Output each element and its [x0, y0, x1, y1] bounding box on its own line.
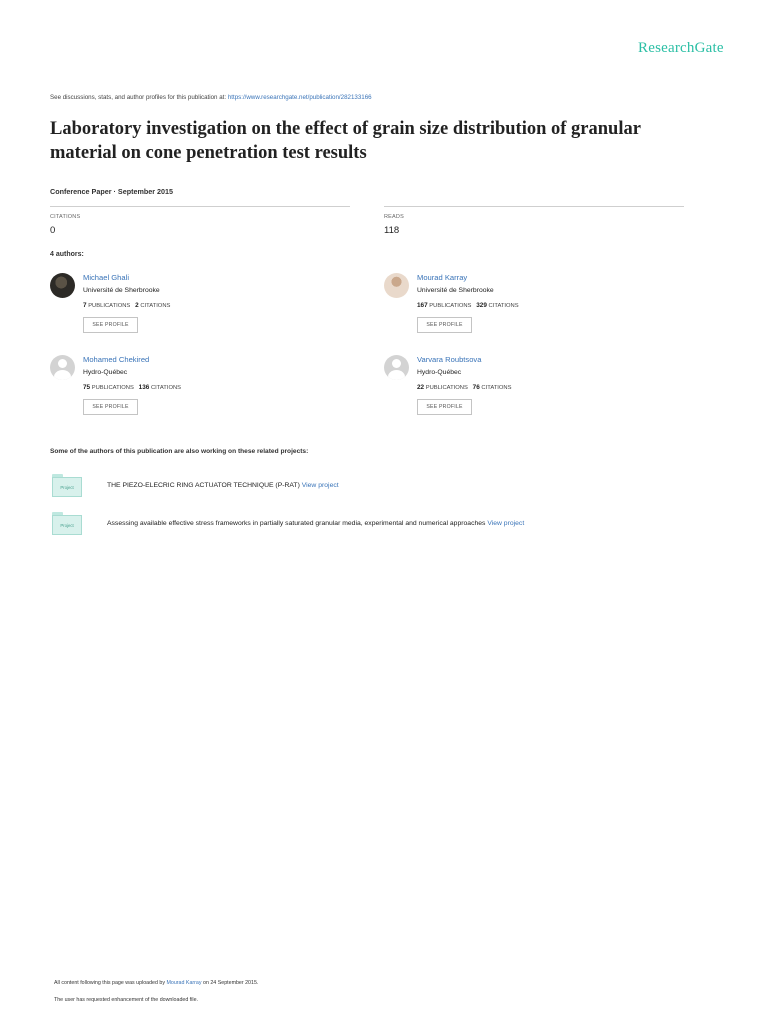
- see-profile-button[interactable]: SEE PROFILE: [83, 317, 138, 333]
- avatar-placeholder-icon[interactable]: [50, 355, 75, 380]
- authors-count: 4 authors:: [50, 251, 84, 258]
- publication-url-link[interactable]: https://www.researchgate.net/publication/282133166: [227, 94, 372, 101]
- publication-count: 22: [417, 384, 425, 391]
- see-profile-button[interactable]: SEE PROFILE: [83, 399, 138, 415]
- author-card: [50, 273, 330, 343]
- view-project-link[interactable]: View project: [301, 482, 339, 489]
- enhancement-note: The user has requested enhancement of the downloaded file.: [54, 997, 198, 1003]
- see-profile-button[interactable]: SEE PROFILE: [417, 317, 472, 333]
- author-institution: Hydro-Québec: [83, 369, 128, 376]
- publication-count: 167: [417, 302, 428, 309]
- paper-title-line-2: material on cone penetration test results: [50, 143, 367, 163]
- author-name-link[interactable]: Michael Ghali: [83, 273, 130, 282]
- author-stats: [417, 302, 519, 309]
- project-folder-icon[interactable]: [52, 474, 82, 498]
- author-card: [384, 355, 664, 425]
- project-folder-icon[interactable]: [52, 512, 82, 536]
- project-description: [107, 520, 524, 527]
- citations-label: CITATIONS: [50, 214, 81, 220]
- project-title: Assessing available effective stress frameworks in partially saturated granular media, experimental and numerical approaches: [107, 520, 488, 527]
- citations-divider: [50, 206, 350, 207]
- citation-count: 136: [138, 384, 150, 391]
- paper-meta: Conference Paper · September 2015: [50, 187, 174, 196]
- avatar-placeholder-icon[interactable]: [384, 355, 409, 380]
- author-name-link[interactable]: Varvara Roubtsova: [417, 355, 482, 364]
- publications-label: PUBLICATIONS: [425, 385, 468, 391]
- uploader-link[interactable]: Mourad Karray: [166, 980, 202, 986]
- citation-count: 76: [472, 384, 480, 391]
- project-title: THE PIEZO-ELECRIC RING ACTUATOR TECHNIQUE (P-RAT): [107, 482, 302, 489]
- author-name-link[interactable]: Mohamed Chekired: [83, 355, 150, 364]
- avatar[interactable]: [384, 273, 409, 298]
- reads-value: 118: [384, 225, 400, 236]
- citation-count: 2: [135, 302, 139, 309]
- reads-label: READS: [384, 214, 404, 220]
- project-item: [50, 474, 690, 500]
- publications-label: PUBLICATIONS: [429, 303, 472, 309]
- project-item: [50, 512, 690, 538]
- see-profile-button[interactable]: SEE PROFILE: [417, 399, 472, 415]
- citations-label: CITATIONS: [481, 385, 512, 391]
- view-project-link[interactable]: View project: [487, 520, 525, 527]
- avatar[interactable]: [50, 273, 75, 298]
- publication-count: 7: [83, 302, 87, 309]
- reads-divider: [384, 206, 684, 207]
- citations-value: 0: [50, 225, 56, 236]
- paper-title: [50, 117, 730, 165]
- upload-note: [54, 980, 258, 986]
- researchgate-logo[interactable]: ResearchGate: [638, 40, 724, 56]
- upload-suffix: on 24 September 2015.: [201, 980, 259, 986]
- project-description: [107, 482, 339, 489]
- project-icon-label: Project: [52, 515, 82, 535]
- citations-label: CITATIONS: [150, 385, 182, 391]
- upload-prefix: All content following this page was uploaded by: [54, 980, 167, 986]
- publications-label: PUBLICATIONS: [88, 303, 131, 309]
- discussions-prefix: See discussions, stats, and author profiles for this publication at:: [50, 94, 228, 101]
- author-institution: Université de Sherbrooke: [417, 287, 494, 294]
- citations-label: CITATIONS: [140, 303, 171, 309]
- author-card: [384, 273, 664, 343]
- related-projects-heading: Some of the authors of this publication are also working on these related projects:: [50, 448, 309, 455]
- citation-count: 329: [476, 302, 487, 309]
- discussions-note: [50, 94, 372, 101]
- author-card: [50, 355, 330, 425]
- author-institution: Université de Sherbrooke: [83, 287, 160, 294]
- author-stats: [83, 384, 181, 391]
- author-stats: [417, 384, 511, 391]
- author-stats: [83, 302, 170, 309]
- author-institution: Hydro-Québec: [417, 369, 462, 376]
- citations-label: CITATIONS: [488, 303, 519, 309]
- publication-count: 75: [83, 384, 91, 391]
- project-icon-label: Project: [52, 477, 82, 497]
- paper-title-line-1: Laboratory investigation on the effect of grain size distribution of granular: [50, 119, 641, 139]
- publications-label: PUBLICATIONS: [91, 385, 134, 391]
- author-name-link[interactable]: Mourad Karray: [417, 273, 468, 282]
